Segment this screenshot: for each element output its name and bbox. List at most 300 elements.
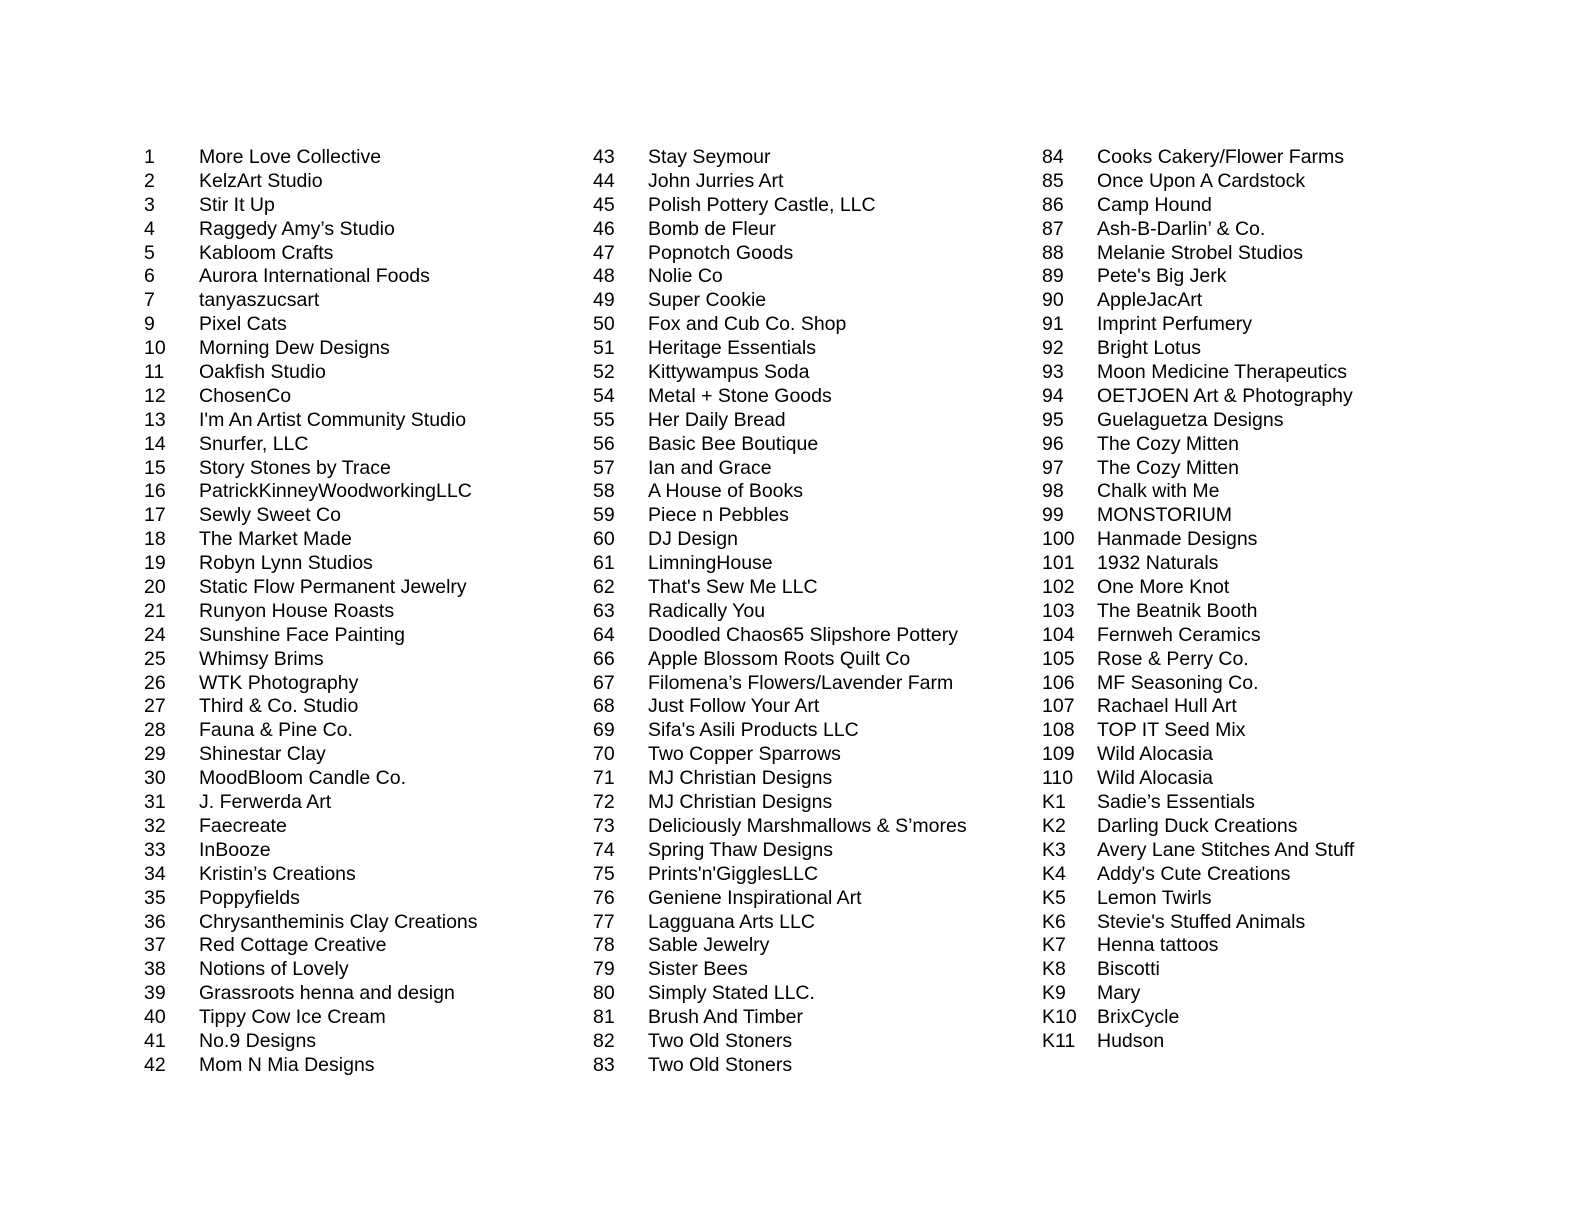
vendor-row [144, 695, 584, 719]
vendor-row [1042, 337, 1482, 361]
vendor-row [1042, 958, 1482, 982]
booth-number: 48 [593, 265, 615, 288]
booth-number: 28 [144, 719, 166, 742]
vendor-row [144, 480, 584, 504]
vendor-name: I'm An Artist Community Studio [199, 408, 467, 431]
booth-number: 34 [144, 862, 166, 885]
vendor-row [144, 504, 584, 528]
vendor-row [1042, 839, 1482, 863]
booth-number: 64 [593, 623, 615, 646]
vendor-name: Metal + Stone Goods [648, 384, 832, 407]
booth-number: 72 [593, 791, 615, 814]
vendor-row [1042, 313, 1482, 337]
booth-number: 42 [144, 1053, 166, 1076]
vendor-name: Sunshine Face Painting [199, 623, 405, 646]
vendor-name: One More Knot [1097, 576, 1230, 599]
vendor-name: KelzArt Studio [199, 169, 323, 192]
vendor-name: Pete's Big Jerk [1097, 265, 1227, 288]
vendor-row [144, 815, 584, 839]
booth-number: 91 [1042, 313, 1064, 336]
vendor-name: Fox and Cub Co. Shop [648, 313, 847, 336]
vendor-row [144, 218, 584, 242]
vendor-row [593, 433, 1033, 457]
vendor-row [144, 170, 584, 194]
vendor-row [1042, 600, 1482, 624]
booth-number: 36 [144, 910, 166, 933]
vendor-name: Prints'n'GigglesLLC [648, 862, 819, 885]
vendor-name: Static Flow Permanent Jewelry [199, 576, 467, 599]
vendor-name: Super Cookie [648, 289, 767, 312]
vendor-name: The Beatnik Booth [1097, 599, 1258, 622]
vendor-name: John Jurries Art [648, 169, 784, 192]
booth-number: 59 [593, 504, 615, 527]
booth-number: 45 [593, 193, 615, 216]
booth-number: 97 [1042, 456, 1064, 479]
vendor-name: Moon Medicine Therapeutics [1097, 361, 1348, 384]
vendor-row [1042, 433, 1482, 457]
booth-number: 82 [593, 1029, 615, 1052]
vendor-name: Sable Jewelry [648, 934, 770, 957]
booth-number: 15 [144, 456, 166, 479]
vendor-name: No.9 Designs [199, 1029, 317, 1052]
vendor-name: tanyaszucsart [199, 289, 320, 312]
vendor-row [1042, 815, 1482, 839]
booth-number: 55 [593, 408, 615, 431]
booth-number: 17 [144, 504, 166, 527]
vendor-row [144, 624, 584, 648]
booth-number: 99 [1042, 504, 1064, 527]
booth-number: K4 [1042, 862, 1066, 885]
vendor-row [144, 385, 584, 409]
vendor-row [593, 815, 1033, 839]
vendor-name: Ash-B-Darlin’ & Co. [1097, 217, 1266, 240]
vendor-name: Her Daily Bread [648, 408, 786, 431]
vendor-row [144, 719, 584, 743]
vendor-row [144, 863, 584, 887]
vendor-name: Sister Bees [648, 958, 748, 981]
booth-number: 11 [144, 361, 165, 384]
booth-number: 74 [593, 838, 615, 861]
vendor-row [593, 839, 1033, 863]
vendor-row [1042, 934, 1482, 958]
vendor-row [144, 743, 584, 767]
vendor-row [144, 528, 584, 552]
vendor-name: Two Old Stoners [648, 1029, 793, 1052]
vendor-row [593, 194, 1033, 218]
vendor-row [144, 313, 584, 337]
vendor-row [144, 552, 584, 576]
booth-number: K9 [1042, 982, 1066, 1005]
vendor-name: LimningHouse [648, 552, 773, 575]
vendor-name: Biscotti [1097, 958, 1160, 981]
vendor-row [593, 934, 1033, 958]
vendor-name: Bright Lotus [1097, 337, 1202, 360]
vendor-name: Raggedy Amy’s Studio [199, 217, 395, 240]
vendor-name: Notions of Lovely [199, 958, 349, 981]
vendor-name: Avery Lane Stitches And Stuff [1097, 838, 1355, 861]
vendor-row [144, 982, 584, 1006]
booth-number: K10 [1042, 1006, 1077, 1029]
vendor-name: Basic Bee Boutique [648, 432, 819, 455]
booth-number: 76 [593, 886, 615, 909]
vendor-name: Chalk with Me [1097, 480, 1220, 503]
vendor-name: TOP IT Seed Mix [1097, 719, 1246, 742]
vendor-name: Oakfish Studio [199, 361, 326, 384]
vendor-name: Doodled Chaos65 Slipshore Pottery [648, 623, 959, 646]
vendor-row [1042, 361, 1482, 385]
vendor-name: DJ Design [648, 528, 738, 551]
vendor-name: J. Ferwerda Art [199, 791, 332, 814]
booth-number: 80 [593, 982, 615, 1005]
booth-number: 69 [593, 719, 615, 742]
vendor-row [593, 1030, 1033, 1054]
vendor-row [1042, 887, 1482, 911]
vendor-row [1042, 767, 1482, 791]
booth-number: 29 [144, 743, 166, 766]
booth-number: 104 [1042, 623, 1075, 646]
vendor-column-3 [1042, 146, 1482, 1054]
vendor-row [1042, 624, 1482, 648]
vendor-name: Kabloom Crafts [199, 241, 334, 264]
booth-number: 27 [144, 695, 166, 718]
vendor-name: MJ Christian Designs [648, 791, 833, 814]
vendor-name: OETJOEN Art & Photography [1097, 384, 1353, 407]
booth-number: 109 [1042, 743, 1075, 766]
booth-number: 24 [144, 623, 166, 646]
vendor-name: Mary [1097, 982, 1141, 1005]
booth-number: 49 [593, 289, 615, 312]
vendor-name: Lemon Twirls [1097, 886, 1212, 909]
booth-number: 33 [144, 838, 166, 861]
vendor-name: Wild Alocasia [1097, 743, 1213, 766]
booth-number: 40 [144, 1006, 166, 1029]
booth-number: 30 [144, 767, 166, 790]
vendor-name: Kristin’s Creations [199, 862, 356, 885]
booth-number: 41 [144, 1029, 166, 1052]
vendor-name: Hanmade Designs [1097, 528, 1258, 551]
vendor-row [593, 480, 1033, 504]
booth-number: 108 [1042, 719, 1075, 742]
vendor-name: WTK Photography [199, 671, 359, 694]
vendor-name: Snurfer, LLC [199, 432, 309, 455]
vendor-row [593, 289, 1033, 313]
booth-number: 102 [1042, 576, 1075, 599]
vendor-name: Just Follow Your Art [648, 695, 820, 718]
vendor-row [593, 600, 1033, 624]
vendor-column-1 [144, 146, 584, 1078]
booth-number: 10 [144, 337, 166, 360]
vendor-row [144, 337, 584, 361]
vendor-name: Darling Duck Creations [1097, 814, 1298, 837]
vendor-name: AppleJacArt [1097, 289, 1203, 312]
vendor-name: Polish Pottery Castle, LLC [648, 193, 876, 216]
vendor-name: Poppyfields [199, 886, 300, 909]
vendor-row [593, 552, 1033, 576]
booth-number: 77 [593, 910, 615, 933]
vendor-row [144, 457, 584, 481]
vendor-row [593, 791, 1033, 815]
booth-number: 101 [1042, 552, 1075, 575]
vendor-row [593, 624, 1033, 648]
booth-number: 103 [1042, 599, 1075, 622]
vendor-name: Mom N Mia Designs [199, 1053, 375, 1076]
vendor-row [593, 863, 1033, 887]
vendor-name: Brush And Timber [648, 1006, 803, 1029]
booth-number: 43 [593, 146, 615, 168]
vendor-name: Two Copper Sparrows [648, 743, 841, 766]
booth-number: 2 [144, 169, 155, 192]
vendor-row [593, 337, 1033, 361]
vendor-row [144, 839, 584, 863]
booth-number: 20 [144, 576, 166, 599]
vendor-row [593, 743, 1033, 767]
vendor-name: Guelaguetza Designs [1097, 408, 1284, 431]
vendor-name: ChosenCo [199, 384, 292, 407]
vendor-name: Fauna & Pine Co. [199, 719, 353, 742]
booth-number: 88 [1042, 241, 1064, 264]
booth-number: 21 [144, 599, 166, 622]
vendor-row [593, 457, 1033, 481]
vendor-name: Nolie Co [648, 265, 723, 288]
vendor-row [1042, 719, 1482, 743]
vendor-name: Morning Dew Designs [199, 337, 390, 360]
booth-number: 18 [144, 528, 166, 551]
vendor-row [1042, 743, 1482, 767]
vendor-name: Geniene Inspirational Art [648, 886, 862, 909]
booth-number: 50 [593, 313, 615, 336]
booth-number: 35 [144, 886, 166, 909]
booth-number: 32 [144, 814, 166, 837]
vendor-column-2 [593, 146, 1033, 1078]
booth-number: 44 [593, 169, 615, 192]
vendor-name: Bomb de Fleur [648, 217, 776, 240]
vendor-name: A House of Books [648, 480, 804, 503]
vendor-row [1042, 480, 1482, 504]
vendor-row [1042, 242, 1482, 266]
vendor-row [1042, 528, 1482, 552]
booth-number: 90 [1042, 289, 1064, 312]
vendor-row [593, 767, 1033, 791]
vendor-name: Popnotch Goods [648, 241, 794, 264]
vendor-name: Story Stones by Trace [199, 456, 391, 479]
booth-number: 79 [593, 958, 615, 981]
vendor-row [144, 242, 584, 266]
vendor-name: Lagguana Arts LLC [648, 910, 815, 933]
booth-number: 96 [1042, 432, 1064, 455]
booth-number: 46 [593, 217, 615, 240]
booth-number: 71 [593, 767, 615, 790]
vendor-name: Apple Blossom Roots Quilt Co [648, 647, 911, 670]
booth-number: 47 [593, 241, 615, 264]
vendor-row [593, 528, 1033, 552]
vendor-row [1042, 1006, 1482, 1030]
vendor-name: Two Old Stoners [648, 1053, 793, 1076]
vendor-name: 1932 Naturals [1097, 552, 1219, 575]
vendor-row [144, 767, 584, 791]
vendor-name: Shinestar Clay [199, 743, 326, 766]
vendor-row [593, 146, 1033, 170]
vendor-row [1042, 504, 1482, 528]
booth-number: 16 [144, 480, 166, 503]
vendor-name: The Market Made [199, 528, 352, 551]
booth-number: 57 [593, 456, 615, 479]
vendor-row [1042, 170, 1482, 194]
booth-number: 60 [593, 528, 615, 551]
vendor-row [144, 1006, 584, 1030]
vendor-row [593, 265, 1033, 289]
booth-number: K5 [1042, 886, 1066, 909]
vendor-row [1042, 146, 1482, 170]
booth-number: 58 [593, 480, 615, 503]
vendor-row [1042, 863, 1482, 887]
vendor-name: MF Seasoning Co. [1097, 671, 1259, 694]
vendor-row [593, 719, 1033, 743]
booth-number: 95 [1042, 408, 1064, 431]
vendor-row [1042, 194, 1482, 218]
booth-number: 107 [1042, 695, 1075, 718]
booth-number: K2 [1042, 814, 1066, 837]
booth-number: 94 [1042, 384, 1064, 407]
booth-number: 56 [593, 432, 615, 455]
vendor-name: The Cozy Mitten [1097, 456, 1239, 479]
vendor-row [144, 409, 584, 433]
vendor-row [593, 170, 1033, 194]
vendor-row [144, 600, 584, 624]
booth-number: 110 [1042, 767, 1074, 790]
vendor-name: BrixCycle [1097, 1006, 1180, 1029]
booth-number: 67 [593, 671, 615, 694]
booth-number: 89 [1042, 265, 1064, 288]
vendor-name: Tippy Cow Ice Cream [199, 1006, 386, 1029]
booth-number: 62 [593, 576, 615, 599]
vendor-row [144, 934, 584, 958]
vendor-row [144, 146, 584, 170]
booth-number: 54 [593, 384, 615, 407]
vendor-row [593, 887, 1033, 911]
vendor-row [1042, 1030, 1482, 1054]
booth-number: 68 [593, 695, 615, 718]
vendor-name: InBooze [199, 838, 271, 861]
booth-number: 12 [144, 384, 166, 407]
vendor-row [1042, 982, 1482, 1006]
vendor-row [1042, 409, 1482, 433]
vendor-name: Imprint Perfumery [1097, 313, 1252, 336]
booth-number: 39 [144, 982, 166, 1005]
booth-number: 83 [593, 1053, 615, 1076]
vendor-name: Deliciously Marshmallows & S’mores [648, 814, 967, 837]
vendor-name: Heritage Essentials [648, 337, 816, 360]
vendor-name: Henna tattoos [1097, 934, 1219, 957]
vendor-row [144, 265, 584, 289]
vendor-row [1042, 289, 1482, 313]
vendor-name: Sadie’s Essentials [1097, 791, 1255, 814]
booth-number: 85 [1042, 169, 1064, 192]
vendor-name: More Love Collective [199, 146, 382, 168]
vendor-name: Rachael Hull Art [1097, 695, 1237, 718]
vendor-name: Aurora International Foods [199, 265, 430, 288]
vendor-name: Faecreate [199, 814, 287, 837]
booth-number: K8 [1042, 958, 1066, 981]
vendor-row [144, 289, 584, 313]
booth-number: K1 [1042, 791, 1066, 814]
booth-number: 52 [593, 361, 615, 384]
vendor-name: Rose & Perry Co. [1097, 647, 1249, 670]
vendor-name: Piece n Pebbles [648, 504, 789, 527]
vendor-row [144, 887, 584, 911]
vendor-name: Camp Hound [1097, 193, 1212, 216]
booth-number: 7 [144, 289, 155, 312]
booth-number: 38 [144, 958, 166, 981]
vendor-row [1042, 648, 1482, 672]
booth-number: 66 [593, 647, 615, 670]
booth-number: 51 [593, 337, 615, 360]
booth-number: 106 [1042, 671, 1075, 694]
booth-number: K11 [1042, 1029, 1076, 1052]
vendor-name: Stevie's Stuffed Animals [1097, 910, 1306, 933]
vendor-row [144, 958, 584, 982]
vendor-name: MJ Christian Designs [648, 767, 833, 790]
booth-number: 81 [593, 1006, 615, 1029]
vendor-row [144, 672, 584, 696]
vendor-row [593, 911, 1033, 935]
booth-number: 98 [1042, 480, 1064, 503]
vendor-row [144, 361, 584, 385]
vendor-name: Red Cottage Creative [199, 934, 387, 957]
vendor-row [593, 1054, 1033, 1078]
booth-number: 84 [1042, 146, 1064, 168]
vendor-name: Melanie Strobel Studios [1097, 241, 1303, 264]
vendor-row [144, 791, 584, 815]
vendor-name: Simply Stated LLC. [648, 982, 815, 1005]
vendor-row [1042, 385, 1482, 409]
vendor-name: Kittywampus Soda [648, 361, 810, 384]
vendor-row [593, 648, 1033, 672]
vendor-name: Sewly Sweet Co [199, 504, 341, 527]
vendor-row [593, 504, 1033, 528]
vendor-name: Radically You [648, 599, 766, 622]
vendor-row [593, 695, 1033, 719]
vendor-row [1042, 911, 1482, 935]
booth-number: 1 [144, 146, 155, 168]
vendor-row [1042, 218, 1482, 242]
vendor-name: Robyn Lynn Studios [199, 552, 373, 575]
vendor-name: Hudson [1097, 1029, 1165, 1052]
vendor-name: That's Sew Me LLC [648, 576, 818, 599]
vendor-name: MoodBloom Candle Co. [199, 767, 407, 790]
booth-number: 70 [593, 743, 615, 766]
booth-number: 75 [593, 862, 615, 885]
vendor-row [593, 385, 1033, 409]
vendor-name: MONSTORIUM [1097, 504, 1233, 527]
vendor-name: Spring Thaw Designs [648, 838, 833, 861]
booth-number: 92 [1042, 337, 1064, 360]
vendor-name: Filomena’s Flowers/Lavender Farm [648, 671, 954, 694]
booth-number: 4 [144, 217, 155, 240]
booth-number: 5 [144, 241, 155, 264]
vendor-row [144, 576, 584, 600]
vendor-row [144, 648, 584, 672]
booth-number: 9 [144, 313, 155, 336]
booth-number: 25 [144, 647, 166, 670]
vendor-name: Stir It Up [199, 193, 275, 216]
booth-number: 63 [593, 599, 615, 622]
vendor-name: Pixel Cats [199, 313, 287, 336]
vendor-row [593, 576, 1033, 600]
vendor-row [1042, 265, 1482, 289]
vendor-name: Once Upon A Cardstock [1097, 169, 1306, 192]
vendor-name: Cooks Cakery/Flower Farms [1097, 146, 1345, 168]
vendor-row [593, 242, 1033, 266]
